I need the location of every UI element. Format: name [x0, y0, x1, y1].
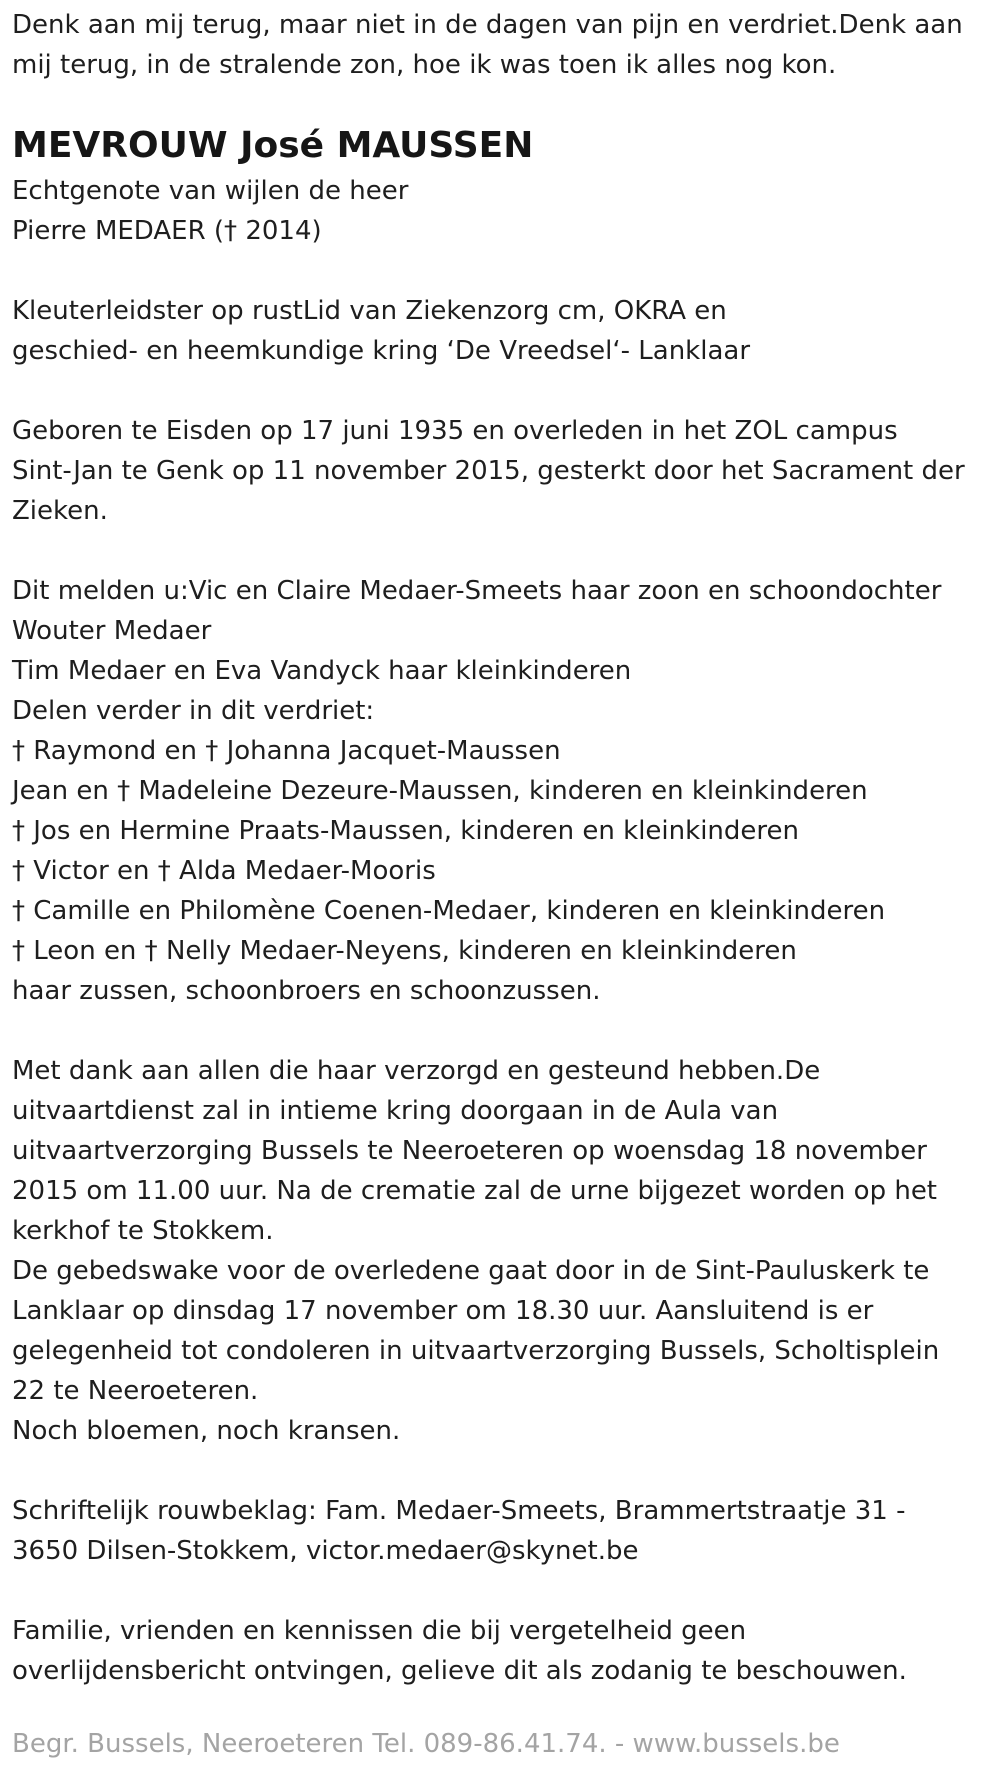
- spacer: [12, 1011, 988, 1051]
- service-line: 22 te Neeroeteren.: [12, 1376, 259, 1406]
- service-line: 2015 om 11.00 uur. Na de crematie zal de urne bijgezet worden op het: [12, 1176, 938, 1206]
- family-line: Jean en † Madeleine Dezeure-Maussen, kinderen en kleinkinderen: [12, 776, 868, 806]
- notice-section: [12, 1611, 988, 1691]
- spouse-line: Pierre MEDAER († 2014): [12, 216, 322, 246]
- spacer: [12, 1571, 988, 1611]
- service-line: Noch bloemen, noch kransen.: [12, 1416, 401, 1446]
- family-line: haar zussen, schoonbroers en schoonzussen.: [12, 976, 601, 1006]
- family-line: † Raymond en † Johanna Jacquet-Maussen: [12, 736, 561, 766]
- notice-line: Familie, vrienden en kennissen die bij vergetelheid geen: [12, 1616, 747, 1646]
- service-section: [12, 1051, 988, 1451]
- service-line: Lanklaar op dinsdag 17 november om 18.30 uur. Aansluitend is er: [12, 1296, 874, 1326]
- spouse-section: [12, 171, 988, 251]
- service-line: kerkhof te Stokkem.: [12, 1216, 274, 1246]
- spacer: [12, 251, 988, 291]
- obituary-document: [12, 0, 988, 1764]
- occupation-line: geschied- en heemkundige kring ‘De Vreedsel‘- Lanklaar: [12, 336, 751, 366]
- occupation-line: Kleuterleidster op rustLid van Ziekenzorg cm, OKRA en: [12, 296, 727, 326]
- family-line: Wouter Medaer: [12, 616, 212, 646]
- family-line: Dit melden u:Vic en Claire Medaer-Smeets haar zoon en schoondochter: [12, 576, 942, 606]
- family-line: † Jos en Hermine Praats-Maussen, kinderen en kleinkinderen: [12, 816, 799, 846]
- spouse-line: Echtgenote van wijlen de heer: [12, 176, 409, 206]
- family-line: † Camille en Philomène Coenen-Medaer, kinderen en kleinkinderen: [12, 896, 886, 926]
- birth-death-section: [12, 411, 988, 531]
- notice-line: overlijdensbericht ontvingen, gelieve dit als zodanig te beschouwen.: [12, 1656, 907, 1686]
- family-line: Delen verder in dit verdriet:: [12, 696, 375, 726]
- birth-death-line: Zieken.: [12, 496, 108, 526]
- service-line: uitvaartdienst zal in intieme kring doorgaan in de Aula van: [12, 1096, 779, 1126]
- family-line: † Victor en † Alda Medaer-Mooris: [12, 856, 436, 886]
- service-line: uitvaartverzorging Bussels te Neeroeteren op woensdag 18 november: [12, 1136, 927, 1166]
- quote-line: mij terug, in de stralende zon, hoe ik was toen ik alles nog kon.: [12, 50, 837, 80]
- deceased-name: MEVROUW José MAUSSEN: [12, 125, 534, 166]
- family-line: Tim Medaer en Eva Vandyck haar kleinkinderen: [12, 656, 632, 686]
- service-line: Met dank aan allen die haar verzorgd en gesteund hebben.De: [12, 1056, 821, 1086]
- service-line: De gebedswake voor de overledene gaat door in de Sint-Pauluskerk te: [12, 1256, 930, 1286]
- condolences-line: 3650 Dilsen-Stokkem, victor.medaer@skynet.be: [12, 1536, 639, 1566]
- condolences-line: Schriftelijk rouwbeklag: Fam. Medaer-Smeets, Brammertstraatje 31 -: [12, 1496, 906, 1526]
- quote-line: Denk aan mij terug, maar niet in de dagen van pijn en verdriet.Denk aan: [12, 10, 963, 40]
- family-line: † Leon en † Nelly Medaer-Neyens, kinderen en kleinkinderen: [12, 936, 797, 966]
- service-line: gelegenheid tot condoleren in uitvaartverzorging Bussels, Scholtisplein: [12, 1336, 940, 1366]
- birth-death-line: Geboren te Eisden op 17 juni 1935 en overleden in het ZOL campus: [12, 416, 898, 446]
- spacer: [12, 371, 988, 411]
- memorial-quote: [12, 5, 988, 85]
- birth-death-line: Sint-Jan te Genk op 11 november 2015, gesterkt door het Sacrament der: [12, 456, 965, 486]
- funeral-home-footer: Begr. Bussels, Neeroeteren Tel. 089-86.41.74. - www.bussels.be: [12, 1729, 840, 1759]
- spacer: [12, 531, 988, 571]
- spacer: [12, 1451, 988, 1491]
- family-section: [12, 571, 988, 1011]
- occupation-section: [12, 291, 988, 371]
- condolences-section: [12, 1491, 988, 1571]
